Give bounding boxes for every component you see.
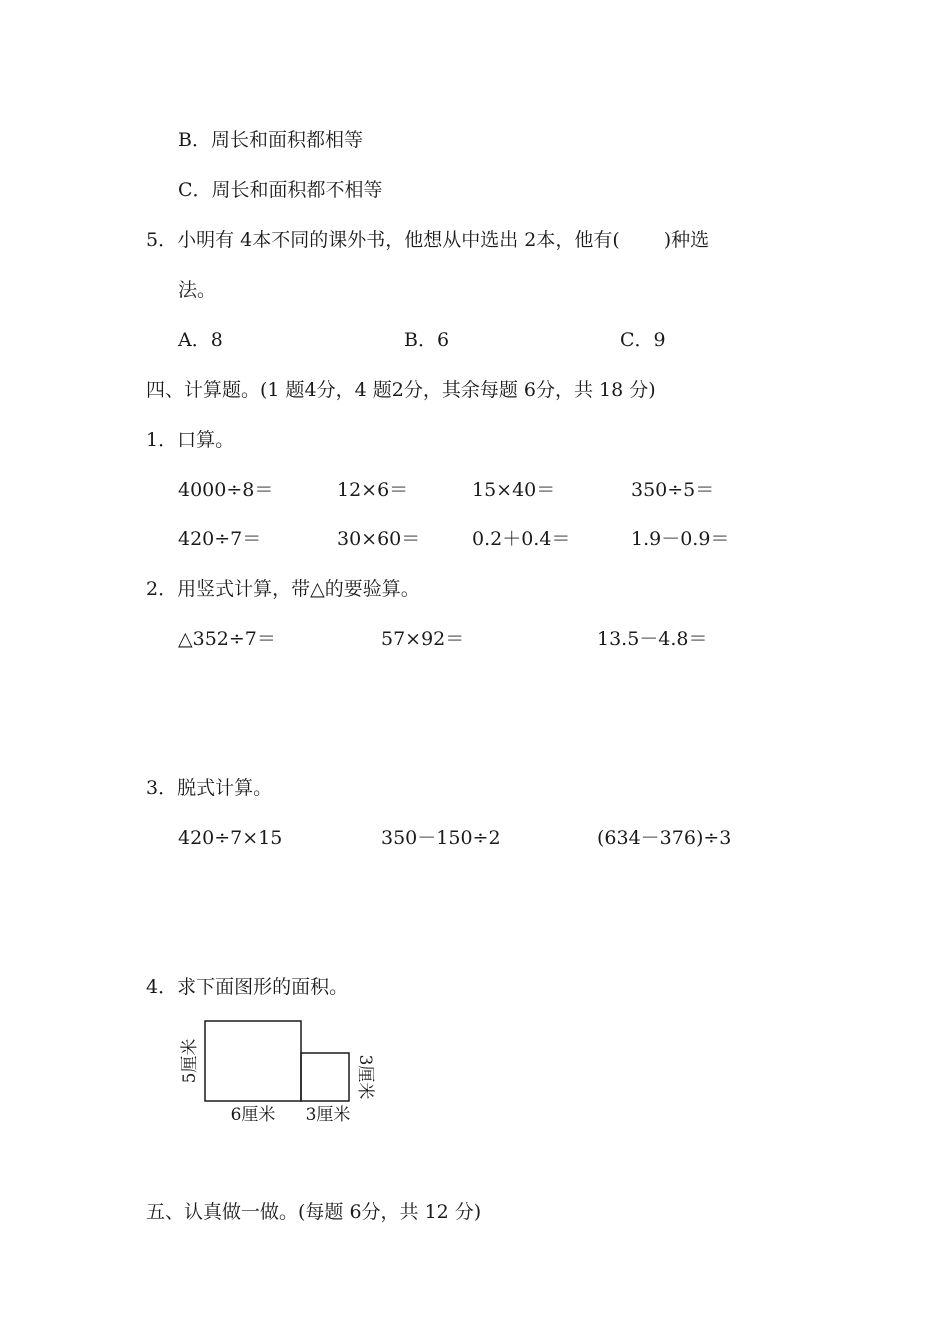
big-rectangle [205, 1021, 301, 1101]
q5-text [146, 228, 709, 252]
oral-item: 1.9－0.9＝ [631, 528, 730, 550]
q4-option-c: C．周长和面积都不相等 [178, 179, 383, 201]
vertical-item: 57×92＝ [381, 628, 465, 650]
oral-item: 0.2＋0.4＝ [472, 528, 571, 550]
section4-title: 四、计算题。(1 题4分，4 题2分，其余每题 6分，共 18 分) [146, 379, 656, 401]
q5-option-a: A．8 [178, 329, 223, 351]
section5-title: 五、认真做一做。(每题 6分，共 12 分) [146, 1201, 482, 1223]
oral-heading: 1．口算。 [146, 429, 235, 451]
q5-option-c: C．9 [620, 329, 666, 351]
small-height-label: 3厘米 [355, 1054, 375, 1100]
big-width-label: 6厘米 [230, 1105, 276, 1125]
q5-text-before: 5．小明有 4本不同的课外书，他想从中选出 2本，他有( [146, 229, 620, 251]
oral-item: 30×60＝ [337, 528, 421, 550]
vertical-item: △352÷7＝ [178, 628, 276, 650]
oral-item: 12×6＝ [337, 479, 409, 501]
oral-item: 4000÷8＝ [178, 479, 274, 501]
area-figure [170, 1012, 410, 1132]
area-heading: 4．求下面图形的面积。 [146, 976, 349, 998]
small-width-label: 3厘米 [305, 1105, 351, 1125]
stepwise-item: (634－376)÷3 [597, 827, 732, 849]
stepwise-item: 350－150÷2 [381, 827, 501, 849]
oral-item: 15×40＝ [472, 479, 556, 501]
oral-item: 350÷5＝ [631, 479, 715, 501]
q4-option-b: B．周长和面积都相等 [178, 129, 363, 151]
big-height-label: 5厘米 [180, 1038, 200, 1084]
stepwise-heading: 3．脱式计算。 [146, 777, 273, 799]
stepwise-item: 420÷7×15 [178, 827, 283, 849]
oral-item: 420÷7＝ [178, 528, 262, 550]
vertical-item: 13.5－4.8＝ [597, 628, 708, 650]
small-square [301, 1053, 349, 1101]
q5-text-after: )种选 [663, 229, 710, 251]
q5-option-b: B．6 [404, 329, 450, 351]
q5-text-wrap: 法。 [178, 279, 217, 301]
vertical-heading: 2．用竖式计算，带△的要验算。 [146, 578, 420, 600]
